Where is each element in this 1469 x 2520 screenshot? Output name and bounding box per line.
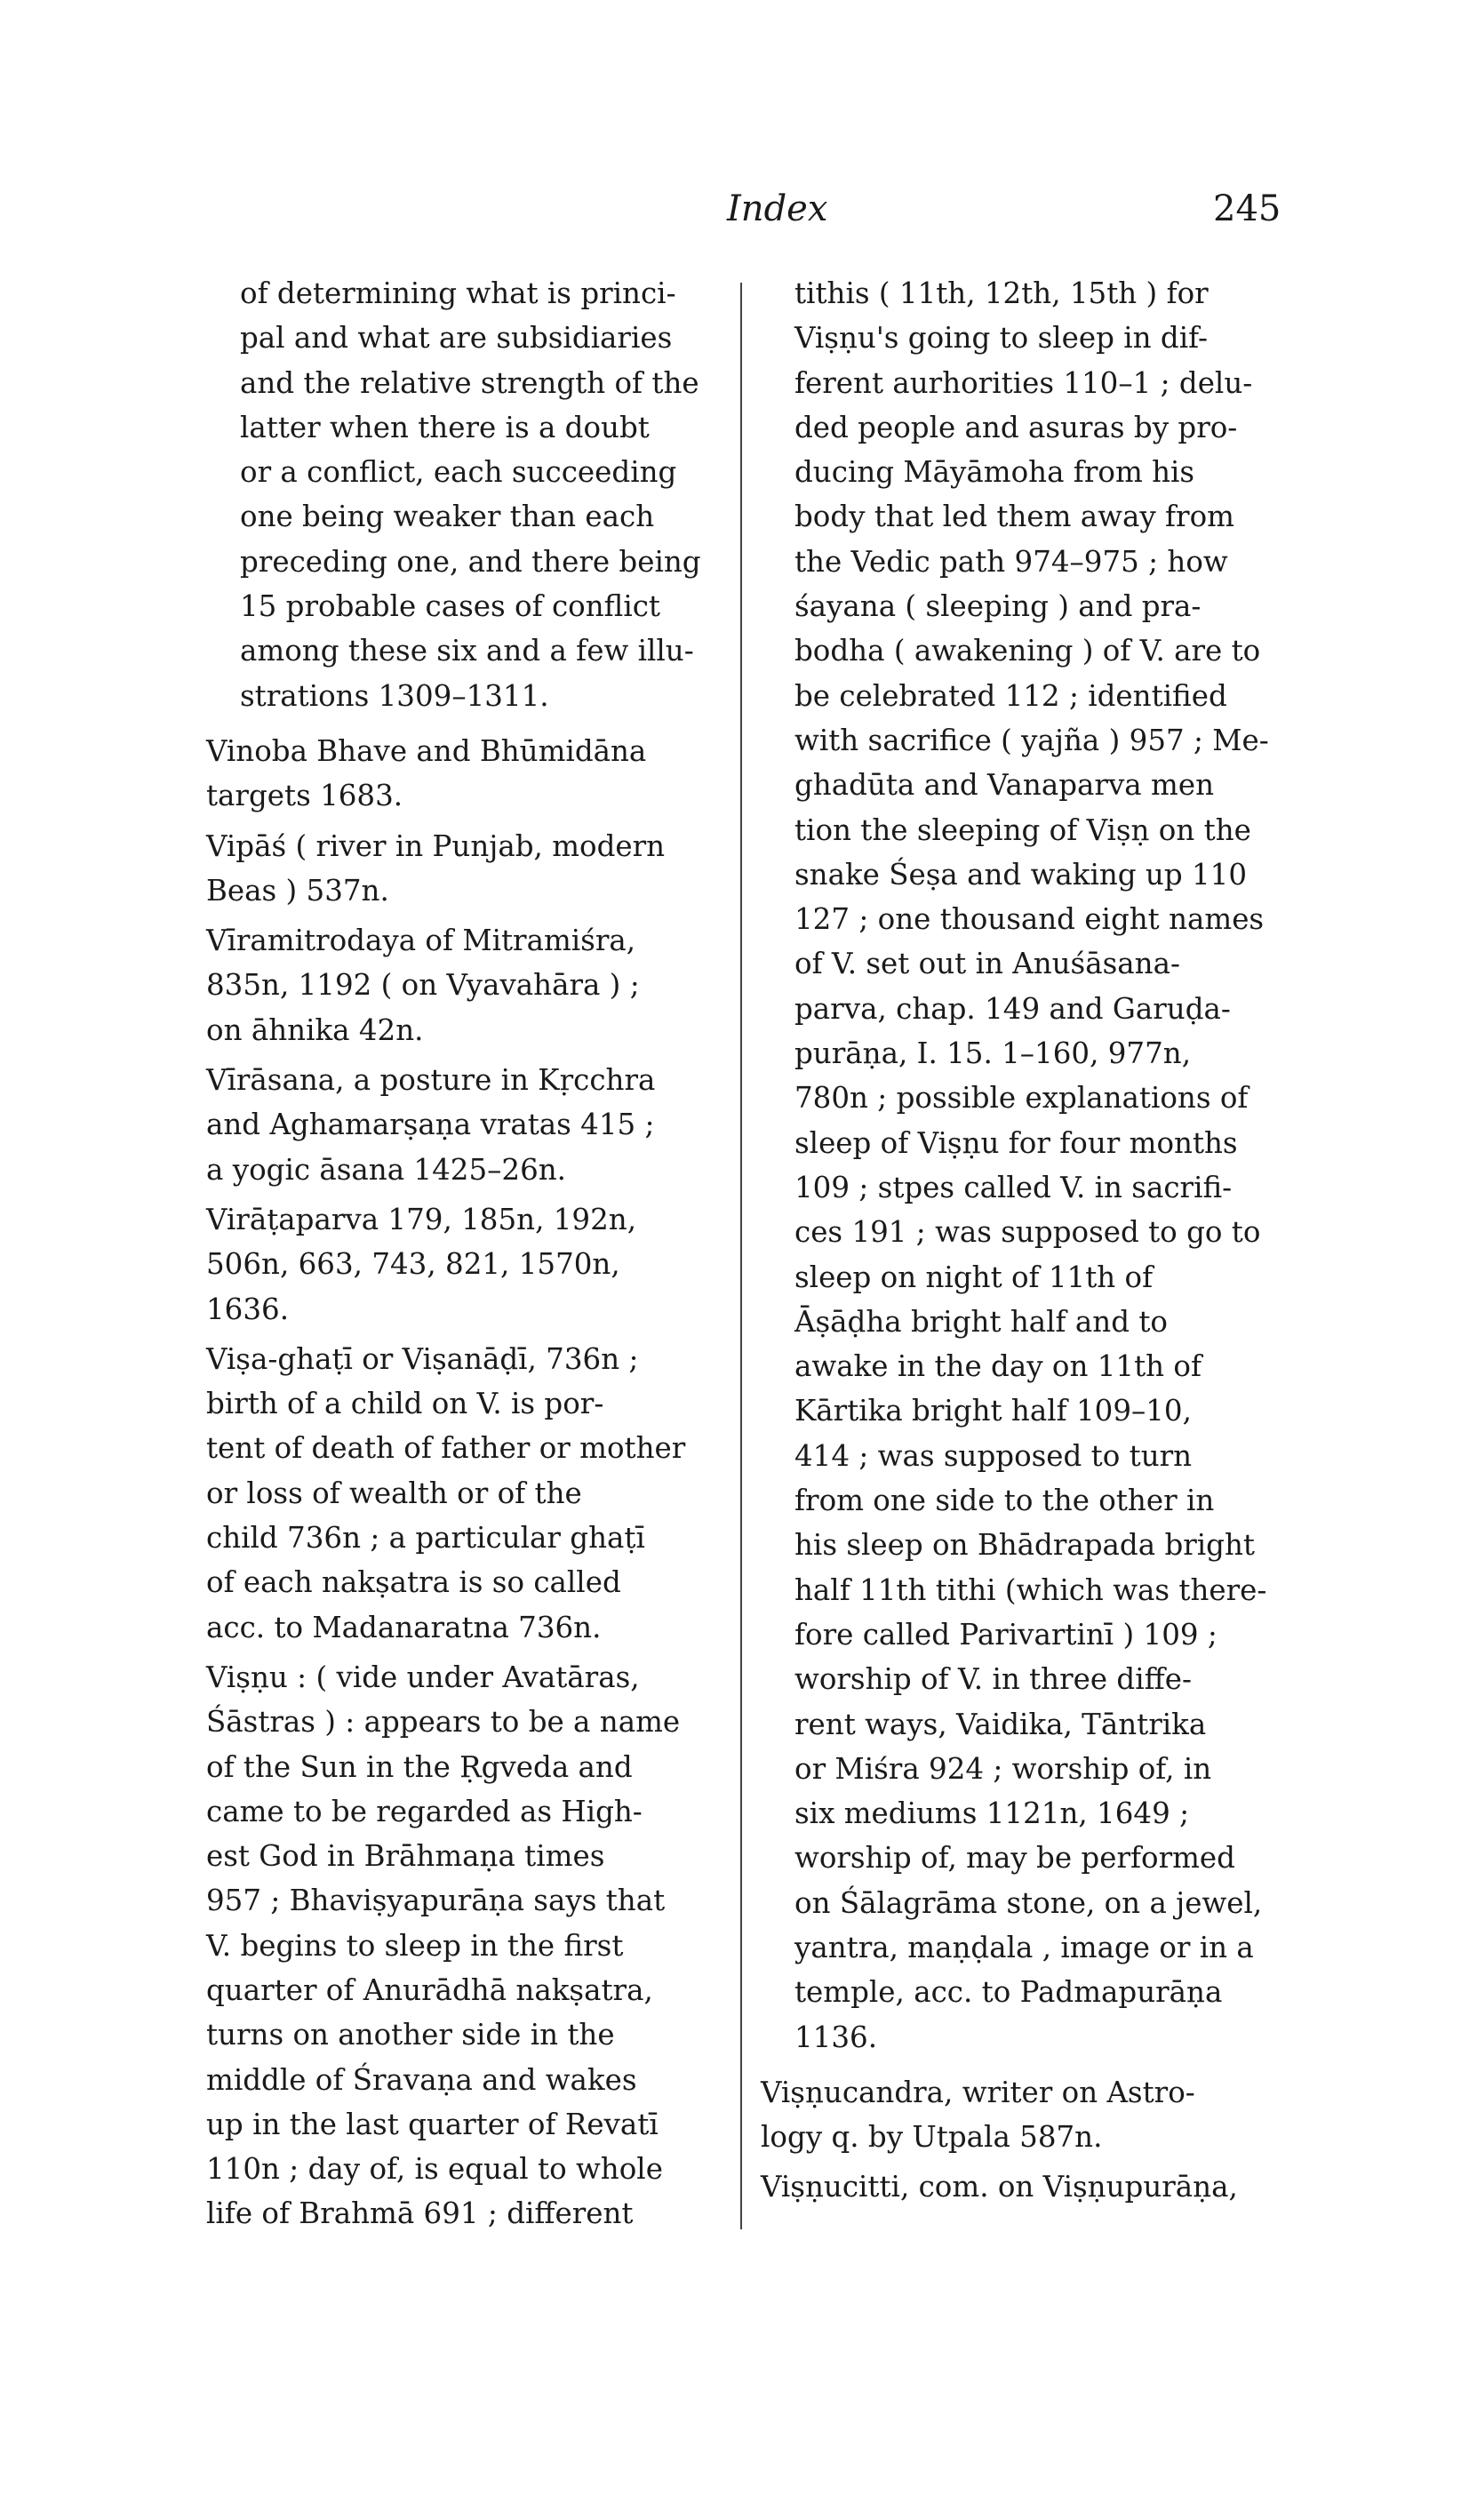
index-entry — [206, 1197, 726, 1332]
index-line: quarter of Anurādhā nakṣatra, — [206, 1972, 653, 2007]
index-line: preceding one, and there being — [240, 544, 701, 579]
index-line: purāṇa, I. 15. 1–160, 977n, — [794, 1036, 1192, 1071]
index-line: or a conflict, each succeeding — [240, 455, 677, 490]
index-line: temple, acc. to Padmapurāṇa — [794, 1975, 1223, 2010]
index-line: 1636. — [206, 1292, 290, 1326]
index-line: or Miśra 924 ; worship of, in — [794, 1751, 1212, 1786]
index-line: est God in Brāhmaṇa times — [206, 1839, 605, 1874]
index-line: bodha ( awakening ) of V. are to — [794, 634, 1261, 668]
index-line: Āṣāḍha bright half and to — [794, 1304, 1168, 1339]
index-line: tithis ( 11th, 12th, 15th ) for — [794, 276, 1209, 310]
index-line: Viṣṇucitti, com. on Viṣṇupurāṇa, — [761, 2170, 1238, 2204]
index-line: latter when there is a doubt — [240, 410, 650, 444]
index-entry — [206, 1337, 726, 1650]
index-line: 414 ; was supposed to turn — [794, 1438, 1193, 1473]
index-line: his sleep on Bhādrapada bright — [794, 1528, 1255, 1563]
index-line: pal and what are subsidiaries — [240, 321, 673, 356]
index-line: sleep of Viṣṇu for four months — [794, 1125, 1238, 1160]
index-line: Viṣṇucandra, writer on Astro- — [761, 2075, 1195, 2109]
index-line: targets 1683. — [206, 779, 403, 813]
index-line: ded people and asuras by pro- — [794, 410, 1238, 444]
left-entries — [206, 729, 726, 2236]
index-line: 957 ; Bhaviṣyapurāṇa says that — [206, 1884, 666, 1918]
index-line: of each nakṣatra is so called — [206, 1565, 621, 1600]
index-line: among these six and a few illu- — [240, 634, 694, 668]
index-line: logy q. by Utpala 587n. — [761, 2120, 1103, 2155]
index-line: worship of V. in three diffe- — [794, 1662, 1192, 1697]
index-line: Śāstras ) : appears to be a name — [206, 1705, 681, 1740]
index-line: Viṣa-ghaṭī or Viṣanāḍī, 736n ; — [206, 1341, 639, 1376]
index-line: a yogic āsana 1425–26n. — [206, 1152, 567, 1187]
index-entry — [206, 1058, 726, 1192]
index-line: strations 1309–1311. — [240, 678, 549, 713]
index-line: Virāṭaparva 179, 185n, 192n, — [206, 1202, 637, 1236]
index-line: acc. to Madanaratna 736n. — [206, 1610, 602, 1644]
index-line: ces 191 ; was supposed to go to — [794, 1215, 1261, 1250]
running-header-title: Index — [727, 188, 828, 229]
index-line: śayana ( sleeping ) and pra- — [794, 589, 1202, 624]
index-line: Vipāś ( river in Punjab, modern — [206, 828, 666, 863]
index-entry — [206, 729, 726, 819]
index-line: body that led them away from — [794, 500, 1234, 534]
index-line: tent of death of father or mother — [206, 1431, 686, 1466]
index-line: Vinoba Bhave and Bhūmidāna — [206, 733, 647, 768]
index-line: child 736n ; a particular ghaṭī — [206, 1521, 645, 1556]
index-line: turns on another side in the — [206, 2018, 615, 2052]
index-line: fore called Parivartinī ) 109 ; — [794, 1617, 1218, 1652]
index-line: birth of a child on V. is por- — [206, 1387, 604, 1421]
index-line: 506n, 663, 743, 821, 1570n, — [206, 1247, 620, 1282]
index-entry — [761, 2164, 1294, 2209]
index-line: on āhnika 42n. — [206, 1012, 424, 1047]
index-line: Viṣṇu's going to sleep in dif- — [794, 321, 1208, 356]
index-line: tion the sleeping of Viṣṇ on the — [794, 812, 1251, 847]
index-line: or loss of wealth or of the — [206, 1476, 582, 1510]
index-line: V. begins to sleep in the first — [206, 1928, 624, 1963]
index-line: yantra, maṇḍala , image or in a — [794, 1930, 1254, 1964]
index-line: on Śālagrāma stone, on a jewel, — [794, 1885, 1263, 1920]
index-entry — [206, 1655, 726, 2236]
right-continuation — [761, 271, 1294, 2060]
right-column — [761, 271, 1294, 2215]
index-line: sleep on night of 11th of — [794, 1260, 1154, 1294]
index-line: Kārtika bright half 109–10, — [794, 1394, 1192, 1428]
index-line: life of Brahmā 691 ; different — [206, 2196, 634, 2231]
index-line: 110n ; day of, is equal to whole — [206, 2152, 663, 2187]
index-line: 780n ; possible explanations of — [794, 1081, 1249, 1116]
index-line: Vīramitrodaya of Mitramiśra, — [206, 924, 636, 958]
index-line: with sacrifice ( yajña ) 957 ; Me- — [794, 723, 1269, 757]
index-line: Beas ) 537n. — [206, 873, 389, 908]
index-line: six mediums 1121n, 1649 ; — [794, 1796, 1190, 1831]
index-line: Viṣṇu : ( vide under Avatāras, — [206, 1660, 640, 1694]
index-line: ducing Māyāmoha from his — [794, 455, 1195, 490]
index-line: parva, chap. 149 and Garuḍa- — [794, 991, 1231, 1026]
index-entry — [206, 918, 726, 1052]
index-line: and the relative strength of the — [240, 365, 699, 400]
index-line: of the Sun in the Ṛgveda and — [206, 1749, 633, 1784]
index-line: be celebrated 112 ; identified — [794, 678, 1227, 713]
index-line: the Vedic path 974–975 ; how — [794, 544, 1228, 579]
left-continuation — [206, 271, 726, 718]
index-line: half 11th tithi (which was there- — [794, 1572, 1267, 1607]
index-line: of V. set out in Anuśāsana- — [794, 947, 1180, 981]
index-line: Vīrāsana, a posture in Kṛcchra — [206, 1063, 656, 1098]
index-line: 835n, 1192 ( on Vyavahāra ) ; — [206, 968, 640, 1003]
index-entry — [206, 824, 726, 914]
index-line: came to be regarded as High- — [206, 1794, 643, 1828]
index-line: ghadūta and Vanaparva men — [794, 768, 1214, 803]
index-line: of determining what is princi- — [240, 276, 676, 310]
index-line: up in the last quarter of Revatī — [206, 2107, 659, 2141]
index-line: 127 ; one thousand eight names — [794, 902, 1265, 937]
index-line: and Aghamarṣaṇa vratas 415 ; — [206, 1108, 655, 1142]
index-line: worship of, may be performed — [794, 1841, 1235, 1876]
right-entries — [761, 2070, 1294, 2210]
page-number: 245 — [1213, 188, 1281, 229]
index-line: 15 probable cases of conflict — [240, 589, 660, 624]
index-line: awake in the day on 11th of — [794, 1349, 1202, 1384]
left-column — [206, 271, 726, 2242]
column-divider — [740, 283, 742, 2229]
index-line: rent ways, Vaidika, Tāntrika — [794, 1707, 1207, 1741]
index-line: 109 ; stpes called V. in sacrifi- — [794, 1170, 1233, 1204]
index-line: one being weaker than each — [240, 500, 655, 534]
index-line: 1136. — [794, 2020, 878, 2054]
index-line: snake Śeṣa and waking up 110 — [794, 857, 1248, 892]
index-entry — [761, 2070, 1294, 2160]
index-line: from one side to the other in — [794, 1484, 1215, 1518]
index-line: ferent aurhorities 110–1 ; delu- — [794, 365, 1253, 400]
index-line: middle of Śravaṇa and wakes — [206, 2062, 637, 2097]
